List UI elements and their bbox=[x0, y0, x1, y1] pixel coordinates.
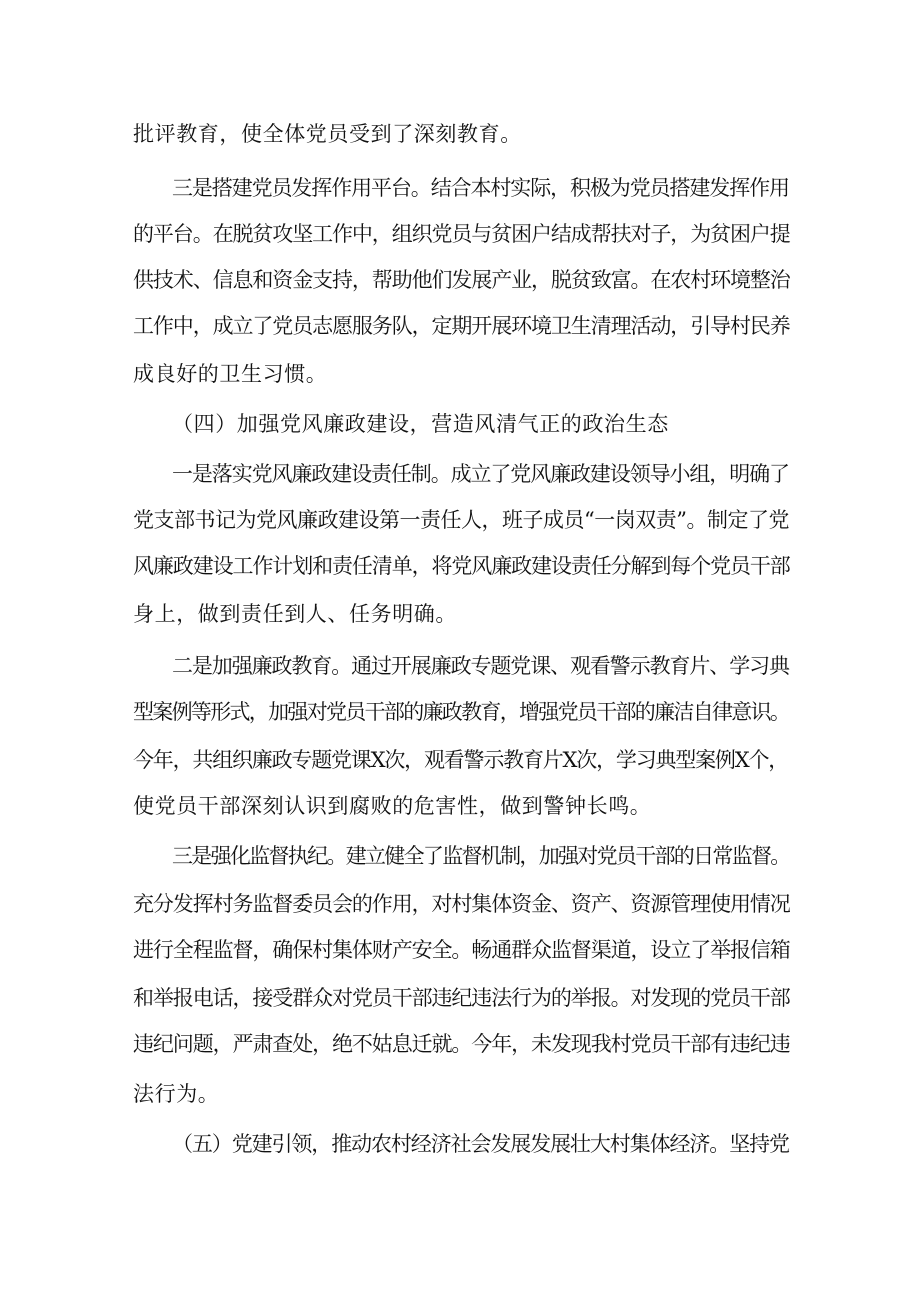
text-line: 的平台。在脱贫攻坚工作中，组织党员与贫困户结成帮扶对子，为贫困户提 bbox=[133, 222, 790, 246]
section-heading: （四）加强党风廉政建设，营造风清气正的政治生态 bbox=[172, 412, 669, 436]
text-line: 法行为。 bbox=[133, 1082, 220, 1106]
text-line: 使党员干部深刻认识到腐败的危害性，做到警钟长鸣。 bbox=[133, 794, 652, 818]
text-line: 进行全程监督，确保村集体财产安全。畅通群众监督渠道，设立了举报信箱 bbox=[133, 938, 790, 962]
text-line: 党支部书记为党风廉政建设第一责任人，班子成员“一岗双责”。制定了党 bbox=[133, 508, 789, 532]
text-line: 工作中，成立了党员志愿服务队，定期开展环境卫生清理活动，引导村民养 bbox=[133, 314, 790, 338]
text-line: 身上，做到责任到人、任务明确。 bbox=[133, 602, 457, 626]
text-line: 和举报电话，接受群众对党员干部违纪违法行为的举报。对发现的党员干部 bbox=[133, 986, 790, 1010]
text-line: 三是强化监督执纪。建立健全了监督机制，加强对党员干部的日常监督。 bbox=[172, 844, 790, 868]
text-line: 供技术、信息和资金支持，帮助他们发展产业，脱贫致富。在农村环境整治 bbox=[133, 268, 790, 292]
section-heading: （五）党建引领，推动农村经济社会发展发展壮大村集体经济。坚持党 bbox=[172, 1132, 789, 1156]
text-line: 二是加强廉政教育。通过开展廉政专题党课、观看警示教育片、学习典 bbox=[172, 654, 789, 678]
text-line: 风廉政建设工作计划和责任清单，将党风廉政建设责任分解到每个党员干部 bbox=[133, 554, 790, 578]
text-line: 三是搭建党员发挥作用平台。结合本村实际，积极为党员搭建发挥作用 bbox=[172, 176, 789, 200]
text-line: 一是落实党风廉政建设责任制。成立了党风廉政建设领导小组，明确了 bbox=[172, 462, 789, 486]
text-line: 成良好的卫生习惯。 bbox=[133, 362, 328, 386]
text-line: 型案例等形式，加强对党员干部的廉政教育，增强党员干部的廉洁自律意识。 bbox=[133, 700, 790, 724]
text-line: 批评教育，使全体党员受到了深刻教育。 bbox=[133, 122, 522, 146]
text-line: 违纪问题，严肃查处，绝不姑息迁就。今年，未发现我村党员干部有违纪违 bbox=[133, 1032, 790, 1056]
text-line: 今年，共组织廉政专题党课X次，观看警示教育片X次，学习典型案例X个， bbox=[133, 748, 789, 772]
text-line: 充分发挥村务监督委员会的作用，对村集体资金、资产、资源管理使用情况 bbox=[133, 892, 790, 916]
